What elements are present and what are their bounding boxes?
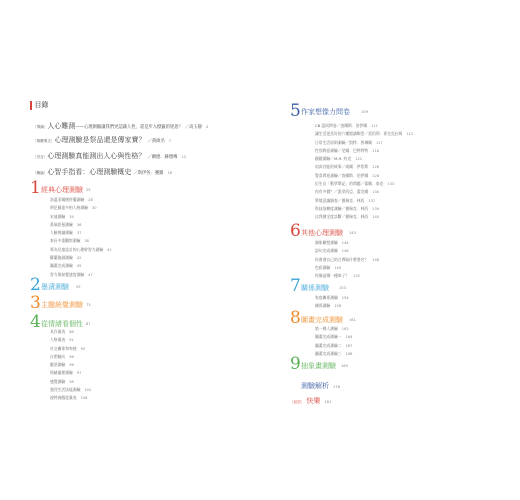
toc-item[interactable]: 波特森態度量表 108	[50, 395, 88, 401]
toc-item[interactable]: 羅蘭施測測驗 42	[50, 255, 82, 261]
toc-item[interactable]: 圖畫完成測驗一 164	[315, 334, 353, 340]
chapter-5-items	[315, 122, 413, 222]
section-page: 181	[324, 400, 332, 404]
toc-item[interactable]: 自閉傾向 96	[50, 353, 74, 359]
section-title: 快樂	[306, 397, 321, 405]
chapter-4-items	[50, 328, 91, 403]
intro-tag: 〔概論〕	[33, 171, 48, 175]
intro-author: ／黃碩名	[147, 139, 165, 144]
toc-item[interactable]: 科技依賴度測驗／德瑞克．林西 139	[315, 205, 380, 211]
chapter-title: 從情緒看個性	[41, 320, 83, 328]
toc-item[interactable]: 你像是哪一種車子？ 152	[315, 273, 361, 279]
toc-item[interactable]: 似真官能的故事／威爾．伊希斯 126	[315, 164, 380, 170]
chapter-page: 153	[339, 286, 346, 290]
intro-head: 心智手指看：心理測驗概史	[47, 168, 132, 176]
toc-item[interactable]: 具存量表 88	[50, 329, 74, 334]
chapter-number: 1	[30, 178, 41, 198]
intro-tag: 〔導讀〕	[33, 125, 48, 129]
chapter-8-items	[315, 325, 352, 358]
section-epilogue[interactable]	[290, 388, 331, 407]
toc-item[interactable]: 圖畫完成測驗三 168	[315, 350, 353, 356]
intro-line-1[interactable]	[33, 135, 171, 145]
toc-item[interactable]: 讓生活更美好的六種閱讀類型／雷伯利．麥克克拉姆 112	[315, 131, 414, 137]
chapter-page: 73	[86, 303, 91, 307]
toc-item[interactable]: 家庭關係測驗 154	[315, 295, 349, 300]
intro-head: 心理測驗是祭品還是傳家寶？	[54, 136, 146, 144]
toc-item[interactable]: 人臉辨識測驗 37	[50, 230, 82, 236]
toc-item[interactable]: 人格量表 91	[50, 337, 74, 343]
toc-item[interactable]: 葛瑞思曼測驗 36	[50, 221, 82, 227]
chapter-number: 2	[30, 275, 41, 295]
chapter-title: 關係測驗	[301, 284, 329, 292]
toc-item[interactable]: 情緒處理測驗 97	[50, 370, 82, 376]
toc-item[interactable]: CB 認同問卷／查爾斯．伯伊爾 111	[315, 123, 378, 128]
toc-item[interactable]: 性別問卷測驗／尼爾．巴特利特 118	[315, 147, 380, 153]
chapter-page: 87	[86, 322, 91, 326]
epilogue-tag: 〔結語〕	[290, 400, 305, 404]
chapter-title: 經典心理測驗	[41, 186, 83, 194]
intro-line-2[interactable]	[33, 151, 186, 161]
toc-item[interactable]: 你有多價？／派翠西亞．蕾克爾 134	[315, 189, 380, 195]
intro-rest: ——心理測驗讓我們更認識人性，還是步入標籤的迷思？	[75, 125, 183, 130]
toc-item[interactable]: 第一棵人測驗 162	[315, 326, 349, 331]
toc-item[interactable]: 明尼蘇達多相人格測驗 30	[50, 205, 97, 211]
toc-item[interactable]: 自我健全度診斷／德瑞克．林西 140	[315, 214, 380, 220]
chapter-page: 169	[341, 364, 348, 368]
toc-item[interactable]: 宋迪測驗 34	[50, 213, 74, 219]
chapter-title: 其他心理測驗	[301, 229, 343, 237]
toc-item[interactable]: 圖畫完成測驗二 167	[315, 342, 353, 348]
toc-item[interactable]: 強烈生活技能測驗 102	[50, 387, 92, 393]
toc-item[interactable]: 衍生自「動學筆記」的問題／葆爾．泰克 133	[315, 181, 395, 187]
toc-item[interactable]: 圖畫完成測驗 45	[50, 263, 82, 269]
toc-item[interactable]: 智力與知覺速度測驗 47	[50, 271, 93, 277]
chapter-number: 9	[290, 354, 301, 374]
intro-author: ／斯伊各．賽羅	[133, 171, 164, 176]
chapter-number: 7	[290, 276, 301, 296]
toc-item[interactable]: 厭惡測驗 96	[50, 362, 74, 368]
toc-header	[30, 99, 49, 111]
chapter-6-items	[315, 239, 379, 280]
toc-item[interactable]: 家長多重觀察測驗 38	[50, 238, 89, 244]
intro-page: 7	[168, 139, 172, 143]
header-label: 目錄	[34, 101, 49, 109]
chapter-page: 55	[76, 285, 81, 289]
intro-author: ／蘭德．赫德傳	[147, 155, 178, 160]
toc-item[interactable]: 日常生活原則測驗／凱特．普琳爾 117	[315, 139, 383, 145]
chapter-title: 抽象畫測驗	[301, 362, 336, 370]
intro-author: ／高玉靜	[184, 125, 202, 130]
chapter-number: 3	[30, 293, 41, 313]
chapter-1-items	[50, 196, 112, 279]
toc-item[interactable]: 關係測驗 158	[315, 303, 342, 309]
intro-head: 人心難測	[47, 122, 76, 130]
chapter-page: 109	[361, 110, 368, 114]
intro-tag: 〔引言〕	[33, 155, 48, 159]
chapter-title: 墨漬測驗	[41, 283, 69, 291]
toc-item[interactable]: 專為兒童設計的心理幹智力測驗 41	[50, 246, 112, 252]
header-accent-bar	[30, 101, 32, 110]
toc-item[interactable]: 警喜問卷測驗／查爾斯．伯伊爾 128	[315, 172, 380, 178]
chapter-page: 143	[349, 231, 356, 235]
toc-item[interactable]: 語句完成測驗 146	[315, 248, 349, 254]
intro-line-3[interactable]	[33, 167, 172, 177]
toc-item[interactable]: 調象聯想測驗 144	[315, 240, 349, 245]
intro-head: 心理測驗真能測出人心與性格？	[47, 152, 146, 160]
chapter-title: 作家想像力問卷	[301, 108, 350, 116]
chapter-number: 5	[290, 101, 301, 121]
intro-page: 16	[167, 171, 173, 175]
toc-item[interactable]: 蹺蹺測驗／M.H. 約克 122	[315, 156, 363, 162]
toc-item[interactable]: 洛溫菲爾德併擺測驗 28	[50, 197, 93, 202]
toc-item[interactable]: 色彩測驗 149	[315, 264, 342, 270]
intro-page: 4	[205, 125, 209, 129]
toc-item[interactable]: 感覺測驗 98	[50, 378, 74, 384]
section-page: 178	[333, 385, 340, 389]
chapter-number: 4	[30, 312, 41, 332]
intro-tag: 〔推薦專文〕	[33, 139, 55, 143]
toc-item[interactable]: 夢境意識調查／德瑞克．林西 137	[315, 197, 376, 203]
chapter-title: 圖畫完成測驗	[301, 316, 343, 324]
section-title: 測驗解析	[301, 382, 329, 390]
intro-page: 12	[181, 155, 187, 159]
chapter-7-items	[315, 294, 349, 311]
chapter-page: 25	[86, 188, 91, 192]
chapter-page: 161	[349, 318, 356, 322]
toc-item[interactable]: 社交關係和卑感 95	[50, 345, 86, 351]
toc-item[interactable]: 你會發自己的合傳取什麼書名？ 148	[315, 256, 380, 262]
chapter-number: 6	[290, 221, 301, 241]
intro-line-0[interactable]	[33, 121, 208, 131]
chapter-number: 8	[290, 308, 301, 328]
chapter-title: 主題統覺測驗	[41, 301, 83, 309]
